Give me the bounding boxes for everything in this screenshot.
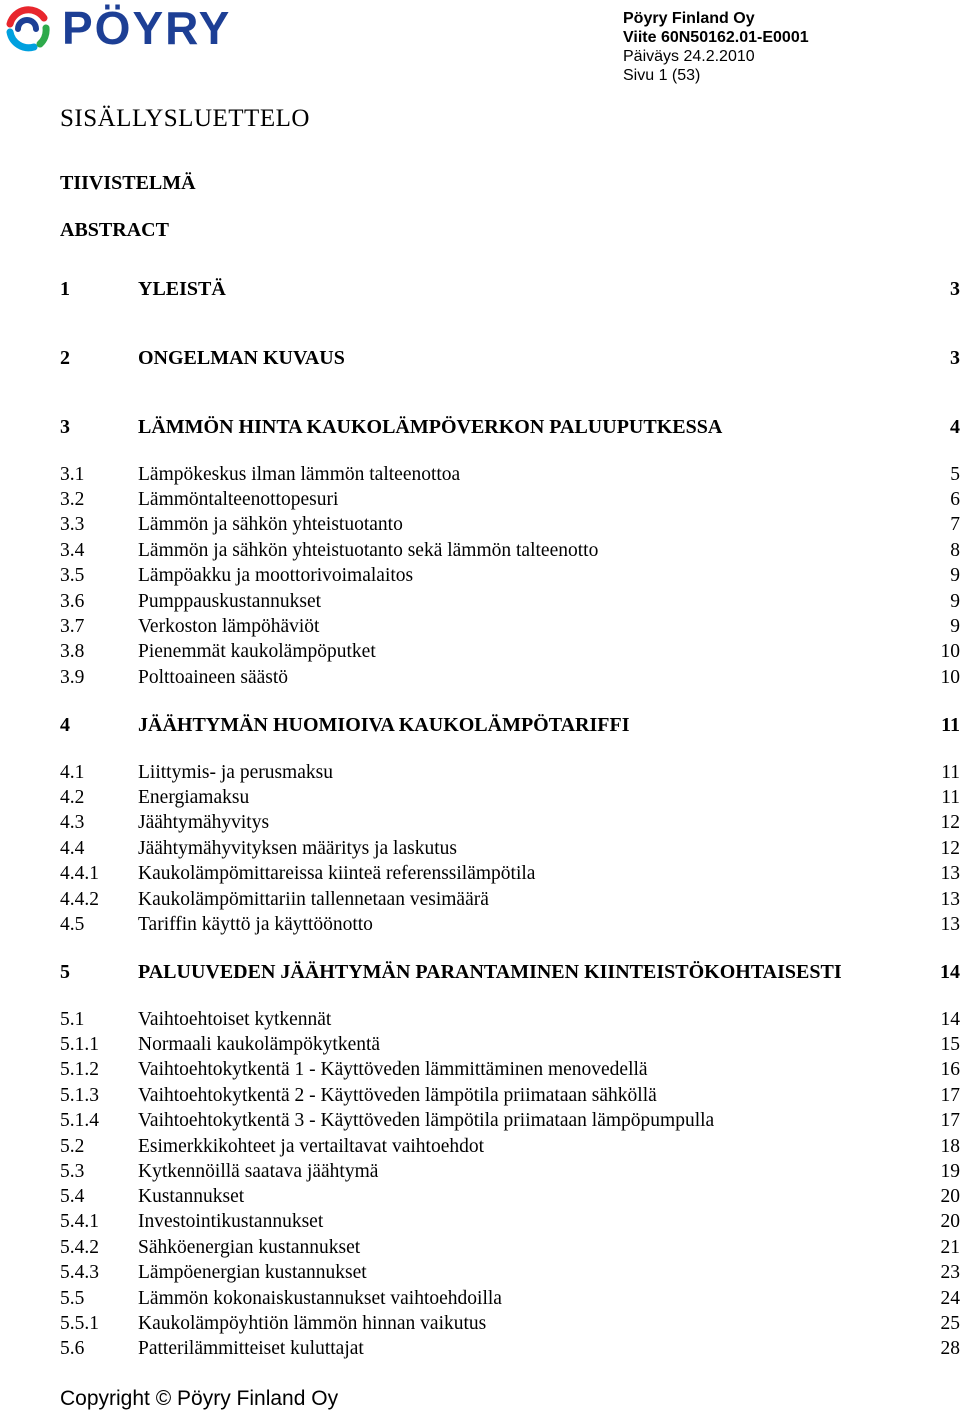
toc-entry-page: 24: [940, 1288, 960, 1309]
toc-entry-page: 17: [940, 1085, 960, 1106]
toc-entry-page: 14: [940, 1009, 960, 1030]
toc-entry-number: 5.1.4: [60, 1110, 99, 1131]
toc-entry-page: 8: [950, 540, 960, 561]
toc-entry-number: 4.3: [60, 812, 85, 833]
logo-wordmark: PÖYRY: [62, 2, 232, 54]
toc-entry[interactable]: [60, 1108, 960, 1134]
toc-entry-title: Kaukolämpömittariin tallennetaan vesimäärä: [138, 889, 489, 910]
toc-entry-title: Jäähtymähyvityksen määritys ja laskutus: [138, 838, 457, 859]
toc-entry[interactable]: [60, 1007, 960, 1033]
toc-entry-number: 3.4: [60, 540, 85, 561]
toc-entry-page: 5: [950, 464, 960, 485]
toc-entry-number: 5.4.3: [60, 1262, 99, 1283]
toc-entry[interactable]: [60, 414, 960, 440]
toc-entry[interactable]: [60, 887, 960, 913]
toc-entry[interactable]: [60, 276, 960, 302]
toc-entry-title: Esimerkkikohteet ja vertailtavat vaihtoehdot: [138, 1136, 485, 1157]
toc-entry-title: PALUUVEDEN JÄÄHTYMÄN PARANTAMINEN KIINTEISTÖKOHTAISESTI: [138, 961, 842, 983]
toc-entry-page: 17: [940, 1110, 960, 1131]
toc-entry[interactable]: [60, 1311, 960, 1337]
toc-entry[interactable]: [60, 1057, 960, 1083]
toc-entry-page: 3: [950, 278, 960, 300]
toc-entry[interactable]: [60, 1209, 960, 1235]
toc-entry-page: 10: [940, 667, 960, 688]
toc-entry[interactable]: [60, 462, 960, 488]
toc-entry-number: 4.2: [60, 787, 85, 808]
toc-entry-number: 5: [60, 961, 70, 983]
toc-entry-title: Lämmön ja sähkön yhteistuotanto sekä lämmön talteenotto: [138, 540, 599, 561]
toc-entry-page: 3: [950, 347, 960, 369]
toc-entry-number: 3.3: [60, 514, 85, 535]
toc-entry-page: 4: [950, 416, 960, 438]
toc-entry[interactable]: [60, 1260, 960, 1286]
toc-entry[interactable]: [60, 861, 960, 887]
toc-entry-title: Jäähtymähyvitys: [138, 812, 270, 833]
toc-entry-title: Lämpökeskus ilman lämmön talteenottoa: [138, 464, 461, 485]
toc-entry-page: 20: [940, 1211, 960, 1232]
toc-entry-page: 11: [941, 787, 960, 808]
toc-entry-title: Sähköenergian kustannukset: [138, 1237, 361, 1258]
toc-entry-number: 5.1.3: [60, 1085, 99, 1106]
toc-entry-page: 14: [940, 961, 960, 983]
toc-entry-page: 21: [940, 1237, 960, 1258]
toc-entry-number: 5.4: [60, 1186, 85, 1207]
toc-entry-number: 4.4.1: [60, 863, 99, 884]
toc-entry-number: 4: [60, 714, 70, 736]
toc-entry-title: ONGELMAN KUVAUS: [138, 347, 345, 369]
toc-entry[interactable]: [60, 836, 960, 862]
toc-entry[interactable]: [60, 959, 960, 985]
toc-entry-page: 9: [950, 616, 960, 637]
toc-entry-number: 4.5: [60, 914, 85, 935]
toc-entry-page: 20: [940, 1186, 960, 1207]
toc-entry-title: Normaali kaukolämpökytkentä: [138, 1034, 381, 1055]
toc-entry-title: YLEISTÄ: [138, 278, 226, 300]
toc-entry-title: Vaihtoehtokytkentä 3 - Käyttöveden lämpötila priimataan lämpöpumpulla: [138, 1110, 715, 1131]
toc-entry-title: Kaukolämpöyhtiön lämmön hinnan vaikutus: [138, 1313, 487, 1334]
toc-entry[interactable]: [60, 712, 960, 738]
toc-entry-title: Lämpöakku ja moottorivoimalaitos: [138, 565, 414, 586]
toc-entry-title: Lämmön ja sähkön yhteistuotanto: [138, 514, 403, 535]
copyright-footer: Copyright © Pöyry Finland Oy: [60, 1387, 339, 1410]
toc-entry-number: 4.4.2: [60, 889, 99, 910]
page-number: Sivu 1 (53): [623, 67, 701, 84]
company-name: Pöyry Finland Oy: [623, 10, 755, 27]
toc-entry-page: 23: [940, 1262, 960, 1283]
toc-entry-number: 5.5.1: [60, 1313, 99, 1334]
toc-entry-title: Verkoston lämpöhäviöt: [138, 616, 320, 637]
toc-entry[interactable]: [60, 785, 960, 811]
toc-entry[interactable]: [60, 810, 960, 836]
toc-entry[interactable]: [60, 563, 960, 589]
toc-entry-number: 3.5: [60, 565, 85, 586]
toc-entry-page: 12: [940, 838, 960, 859]
toc-entry-page: 11: [941, 762, 960, 783]
toc-entry[interactable]: [60, 1286, 960, 1312]
toc-entry[interactable]: [60, 1134, 960, 1160]
toc-entry-title: Energiamaksu: [138, 787, 250, 808]
toc-entry-number: 3.2: [60, 489, 85, 510]
toc-entry[interactable]: [60, 217, 960, 243]
toc-entry-number: 5.3: [60, 1161, 85, 1182]
toc-entry-number: 2: [60, 347, 70, 369]
toc-entry-title: Vaihtoehtoiset kytkennät: [138, 1009, 332, 1030]
toc-entry-title: Vaihtoehtokytkentä 2 - Käyttöveden lämpötila priimataan sähköllä: [138, 1085, 657, 1106]
toc-entry-title: Tariffin käyttö ja käyttöönotto: [138, 914, 373, 935]
toc-entry[interactable]: [60, 760, 960, 786]
toc-entry[interactable]: [60, 1159, 960, 1185]
toc-entry-page: 9: [950, 591, 960, 612]
toc-entry-number: 3.8: [60, 641, 85, 662]
toc-entry-number: 3: [60, 416, 70, 438]
toc-entry-title: Lämpöenergian kustannukset: [138, 1262, 367, 1283]
toc-entry-page: 28: [940, 1338, 960, 1359]
toc-entry-number: 5.4.2: [60, 1237, 99, 1258]
toc-entry-number: 5.5: [60, 1288, 85, 1309]
toc-entry[interactable]: [60, 1032, 960, 1058]
toc-entry-number: 3.1: [60, 464, 85, 485]
toc-entry[interactable]: [60, 1235, 960, 1261]
toc-entry-page: 25: [940, 1313, 960, 1334]
toc-entry-page: 11: [941, 714, 960, 736]
toc-entry-title: Investointikustannukset: [138, 1211, 324, 1232]
toc-entry[interactable]: [60, 639, 960, 665]
document-date: Päiväys 24.2.2010: [623, 48, 755, 65]
toc-entry-number: 5.2: [60, 1136, 85, 1157]
toc-entry-number: 5.1.2: [60, 1059, 99, 1080]
toc-entry-page: 7: [950, 514, 960, 535]
toc-entry[interactable]: [60, 1184, 960, 1210]
toc-entry-page: 12: [940, 812, 960, 833]
toc-entry-page: 18: [940, 1136, 960, 1157]
toc-entry[interactable]: [60, 345, 960, 371]
toc-entry-title: LÄMMÖN HINTA KAUKOLÄMPÖVERKON PALUUPUTKESSA: [138, 416, 723, 438]
toc-entry-title: Vaihtoehtokytkentä 1 - Käyttöveden lämmittäminen menovedellä: [138, 1059, 648, 1080]
toc-entry[interactable]: [60, 170, 960, 196]
toc-entry[interactable]: [60, 1336, 960, 1362]
toc-entry-title: ABSTRACT: [60, 219, 169, 241]
toc-entry-title: JÄÄHTYMÄN HUOMIOIVA KAUKOLÄMPÖTARIFFI: [138, 714, 630, 736]
toc-entry-number: 4.4: [60, 838, 85, 859]
toc-entry-page: 13: [940, 863, 960, 884]
toc-entry-title: Kustannukset: [138, 1186, 245, 1207]
toc-entry-number: 5.1.1: [60, 1034, 99, 1055]
toc-entry-page: 16: [940, 1059, 960, 1080]
toc-entry-page: 19: [940, 1161, 960, 1182]
toc-entry-number: 5.4.1: [60, 1211, 99, 1232]
toc-entry-page: 10: [940, 641, 960, 662]
toc-entry[interactable]: [60, 589, 960, 615]
toc-entry-page: 13: [940, 889, 960, 910]
toc-entry-title: TIIVISTELMÄ: [60, 172, 196, 194]
toc-entry-number: 4.1: [60, 762, 85, 783]
toc-entry-title: Kytkennöillä saatava jäähtymä: [138, 1161, 379, 1182]
toc-entry[interactable]: [60, 538, 960, 564]
toc-entry-page: 13: [940, 914, 960, 935]
toc-entry-title: Polttoaineen säästö: [138, 667, 289, 688]
reference-number: Viite 60N50162.01-E0001: [623, 29, 809, 46]
toc-entry[interactable]: [60, 512, 960, 538]
toc-entry-number: 5.1: [60, 1009, 85, 1030]
toc-entry-title: Liittymis- ja perusmaksu: [138, 762, 333, 783]
table-of-contents: [60, 0, 960, 1415]
toc-entry-title: Lämmön kokonaiskustannukset vaihtoehdoilla: [138, 1288, 502, 1309]
toc-entry-number: 5.6: [60, 1338, 85, 1359]
toc-entry[interactable]: [60, 614, 960, 640]
toc-entry-title: Pienemmät kaukolämpöputket: [138, 641, 376, 662]
toc-entry-title: Pumppauskustannukset: [138, 591, 322, 612]
toc-entry[interactable]: [60, 1083, 960, 1109]
toc-entry-number: 3.6: [60, 591, 85, 612]
toc-entry-title: Lämmöntalteenottopesuri: [138, 489, 339, 510]
poyry-logo-icon: [4, 6, 50, 52]
toc-entry[interactable]: [60, 487, 960, 513]
toc-entry-number: 3.7: [60, 616, 85, 637]
toc-entry-page: 6: [950, 489, 960, 510]
toc-entry[interactable]: [60, 665, 960, 691]
toc-entry-number: 1: [60, 278, 70, 300]
toc-entry[interactable]: [60, 912, 960, 938]
toc-entry-page: 15: [940, 1034, 960, 1055]
toc-entry-title: Patterilämmitteiset kuluttajat: [138, 1338, 364, 1359]
toc-entry-page: 9: [950, 565, 960, 586]
toc-entry-title: Kaukolämpömittareissa kiinteä referenssilämpötila: [138, 863, 536, 884]
page-title: SISÄLLYSLUETTELO: [60, 105, 310, 132]
toc-entry-number: 3.9: [60, 667, 85, 688]
